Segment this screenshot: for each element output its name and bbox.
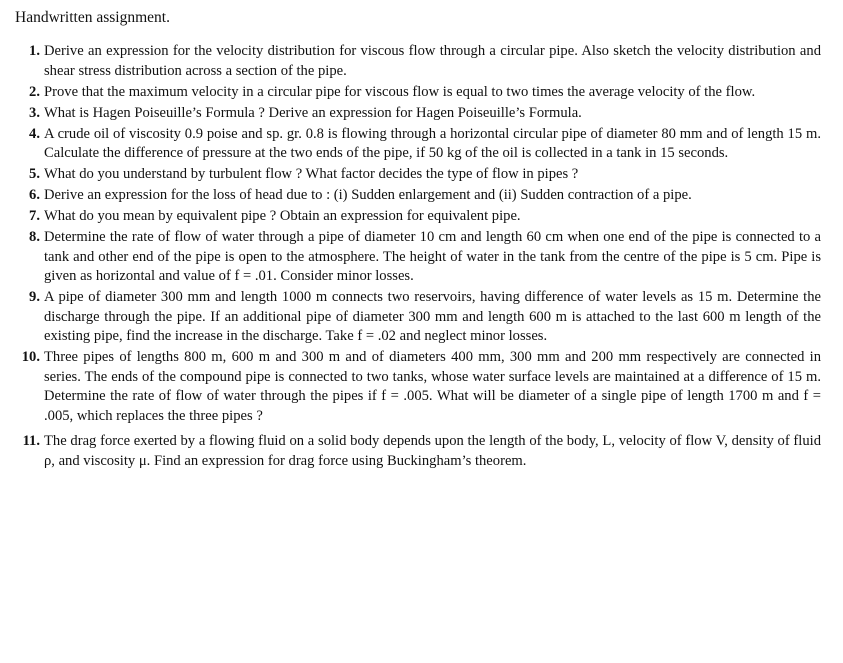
question-text: What do you understand by turbulent flow ? What factor decides the type of flow in pipes ? [44,166,579,182]
question-text: Determine the rate of flow of water through a pipe of diameter 10 cm and length 60 cm when one end of the pipe is connected to a tank and other end of the pipe is open to the atmosphere. The height of water in the tank from the centre of the pipe is 5 cm. Pipe is given as horizontal and value of f = .01. Consider minor losses. [44,229,821,284]
question-number: 4. [29,125,40,142]
question-item [15,432,821,471]
question-text: Three pipes of lengths 800 m, 600 m and 300 m and of diameters 400 mm, 300 mm and 200 mm respectively are connected in series. The ends of the compound pipe is connected to two tanks, whose water surface levels are maintained at a difference of 15 m. Determine the rate of flow of water through the pipes if f = .005. What will be diameter of a single pipe of length 1700 m and f = .005, which replaces the three pipes ? [44,349,821,424]
question-number: 2. [29,83,40,100]
question-number: 7. [29,208,40,224]
question-item [15,104,821,124]
question-item [15,228,821,287]
question-text: The drag force exerted by a flowing fluid on a solid body depends upon the length of the body, L, velocity of flow V, density of fluid ρ, and viscosity μ. Find an expression for drag force using Buckingham’s theorem. [44,433,821,469]
page-title: Handwritten assignment. [15,9,170,26]
question-number: 3. [29,104,40,121]
question-text: A pipe of diameter 300 mm and length 1000 m connects two reservoirs, having difference of water levels as 15 m. Determine the discharge through the pipe. If an additional pipe of diameter 300 mm and length 600 m is attached to the last 600 m length of the existing pipe, find the increase in the discharge. Take f = .02 and neglect minor losses. [44,289,821,344]
question-number: 6. [29,187,40,203]
question-text: What is Hagen Poiseuille’s Formula ? Derive an expression for Hagen Poiseuille’s Formula. [44,104,582,121]
question-number: 8. [29,229,40,245]
question-text: Derive an expression for the velocity distribution for viscous flow through a circular pipe. Also sketch the velocity distribution and shear stress distribution across a section of the pipe. [44,43,821,79]
question-item [15,288,821,347]
question-text: A crude oil of viscosity 0.9 poise and sp. gr. 0.8 is flowing through a horizontal circular pipe of diameter 80 mm and of length 15 m. Calculate the difference of pressure at the two ends of the pipe, if 50 kg of the oil is collected in a tank in 15 seconds. [44,125,821,161]
question-text: Prove that the maximum velocity in a circular pipe for viscous flow is equal to two times the average velocity of the flow. [44,83,756,100]
question-text: Derive an expression for the loss of head due to : (i) Sudden enlargement and (ii) Sudden contraction of a pipe. [44,187,692,203]
question-item [15,83,821,103]
question-item [15,207,821,227]
question-number: 5. [29,166,40,182]
question-item [15,186,821,206]
question-number: 9. [29,289,40,305]
question-item [15,125,821,164]
question-item [15,348,821,426]
question-item [15,42,821,81]
question-text: What do you mean by equivalent pipe ? Obtain an expression for equivalent pipe. [44,208,521,224]
question-number: 10. [21,349,40,365]
question-number: 1. [29,43,40,59]
question-number: 11. [22,433,40,449]
question-item [15,165,821,185]
question-list [15,42,821,471]
